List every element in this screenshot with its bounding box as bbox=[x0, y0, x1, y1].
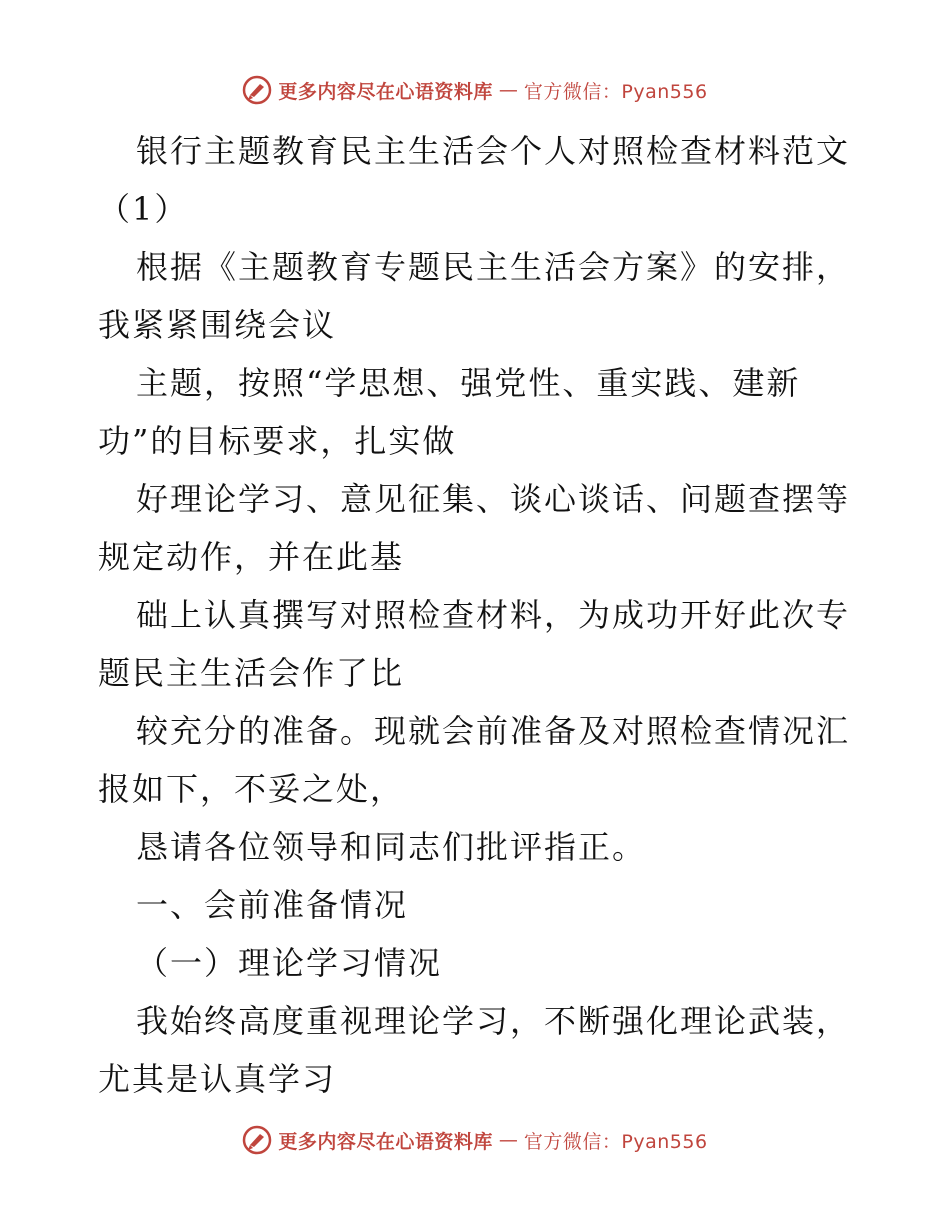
brand-logo-icon bbox=[242, 75, 272, 105]
banner-dash: — bbox=[498, 79, 518, 101]
banner-text: 更多内容尽在心语资料库 bbox=[278, 1130, 493, 1153]
document-body bbox=[98, 122, 858, 1108]
paragraph: 主题，按照“学思想、强党性、重实践、建新功”的目标要求，扎实做 bbox=[98, 364, 801, 460]
document-title: 银行主题教育民主生活会个人对照检查材料范文（1） bbox=[98, 132, 851, 228]
paragraph: 恳请各位领导和同志们批评指正。 bbox=[136, 828, 647, 866]
banner-wechat: 官方微信：Pyan556 bbox=[523, 1130, 708, 1153]
banner-dash: — bbox=[498, 1129, 518, 1151]
banner-wechat: 官方微信：Pyan556 bbox=[523, 80, 708, 103]
paragraph: 较充分的准备。现就会前准备及对照检查情况汇报如下，不妥之处， bbox=[98, 712, 851, 808]
subsection-heading: （一）理论学习情况 bbox=[136, 944, 443, 982]
section-heading: 一、会前准备情况 bbox=[136, 886, 409, 924]
banner-text: 更多内容尽在心语资料库 bbox=[278, 80, 493, 103]
paragraph: 好理论学习、意见征集、谈心谈话、问题查摆等规定动作，并在此基 bbox=[98, 480, 851, 576]
header-banner bbox=[0, 72, 950, 108]
paragraph: 础上认真撰写对照检查材料，为成功开好此次专题民主生活会作了比 bbox=[98, 596, 851, 692]
brand-logo-icon bbox=[242, 1125, 272, 1155]
footer-banner bbox=[0, 1122, 950, 1158]
paragraph: 我始终高度重视理论学习，不断强化理论武装，尤其是认真学习 bbox=[98, 1002, 851, 1098]
paragraph: 根据《主题教育专题民主生活会方案》的安排，我紧紧围绕会议 bbox=[98, 248, 851, 344]
